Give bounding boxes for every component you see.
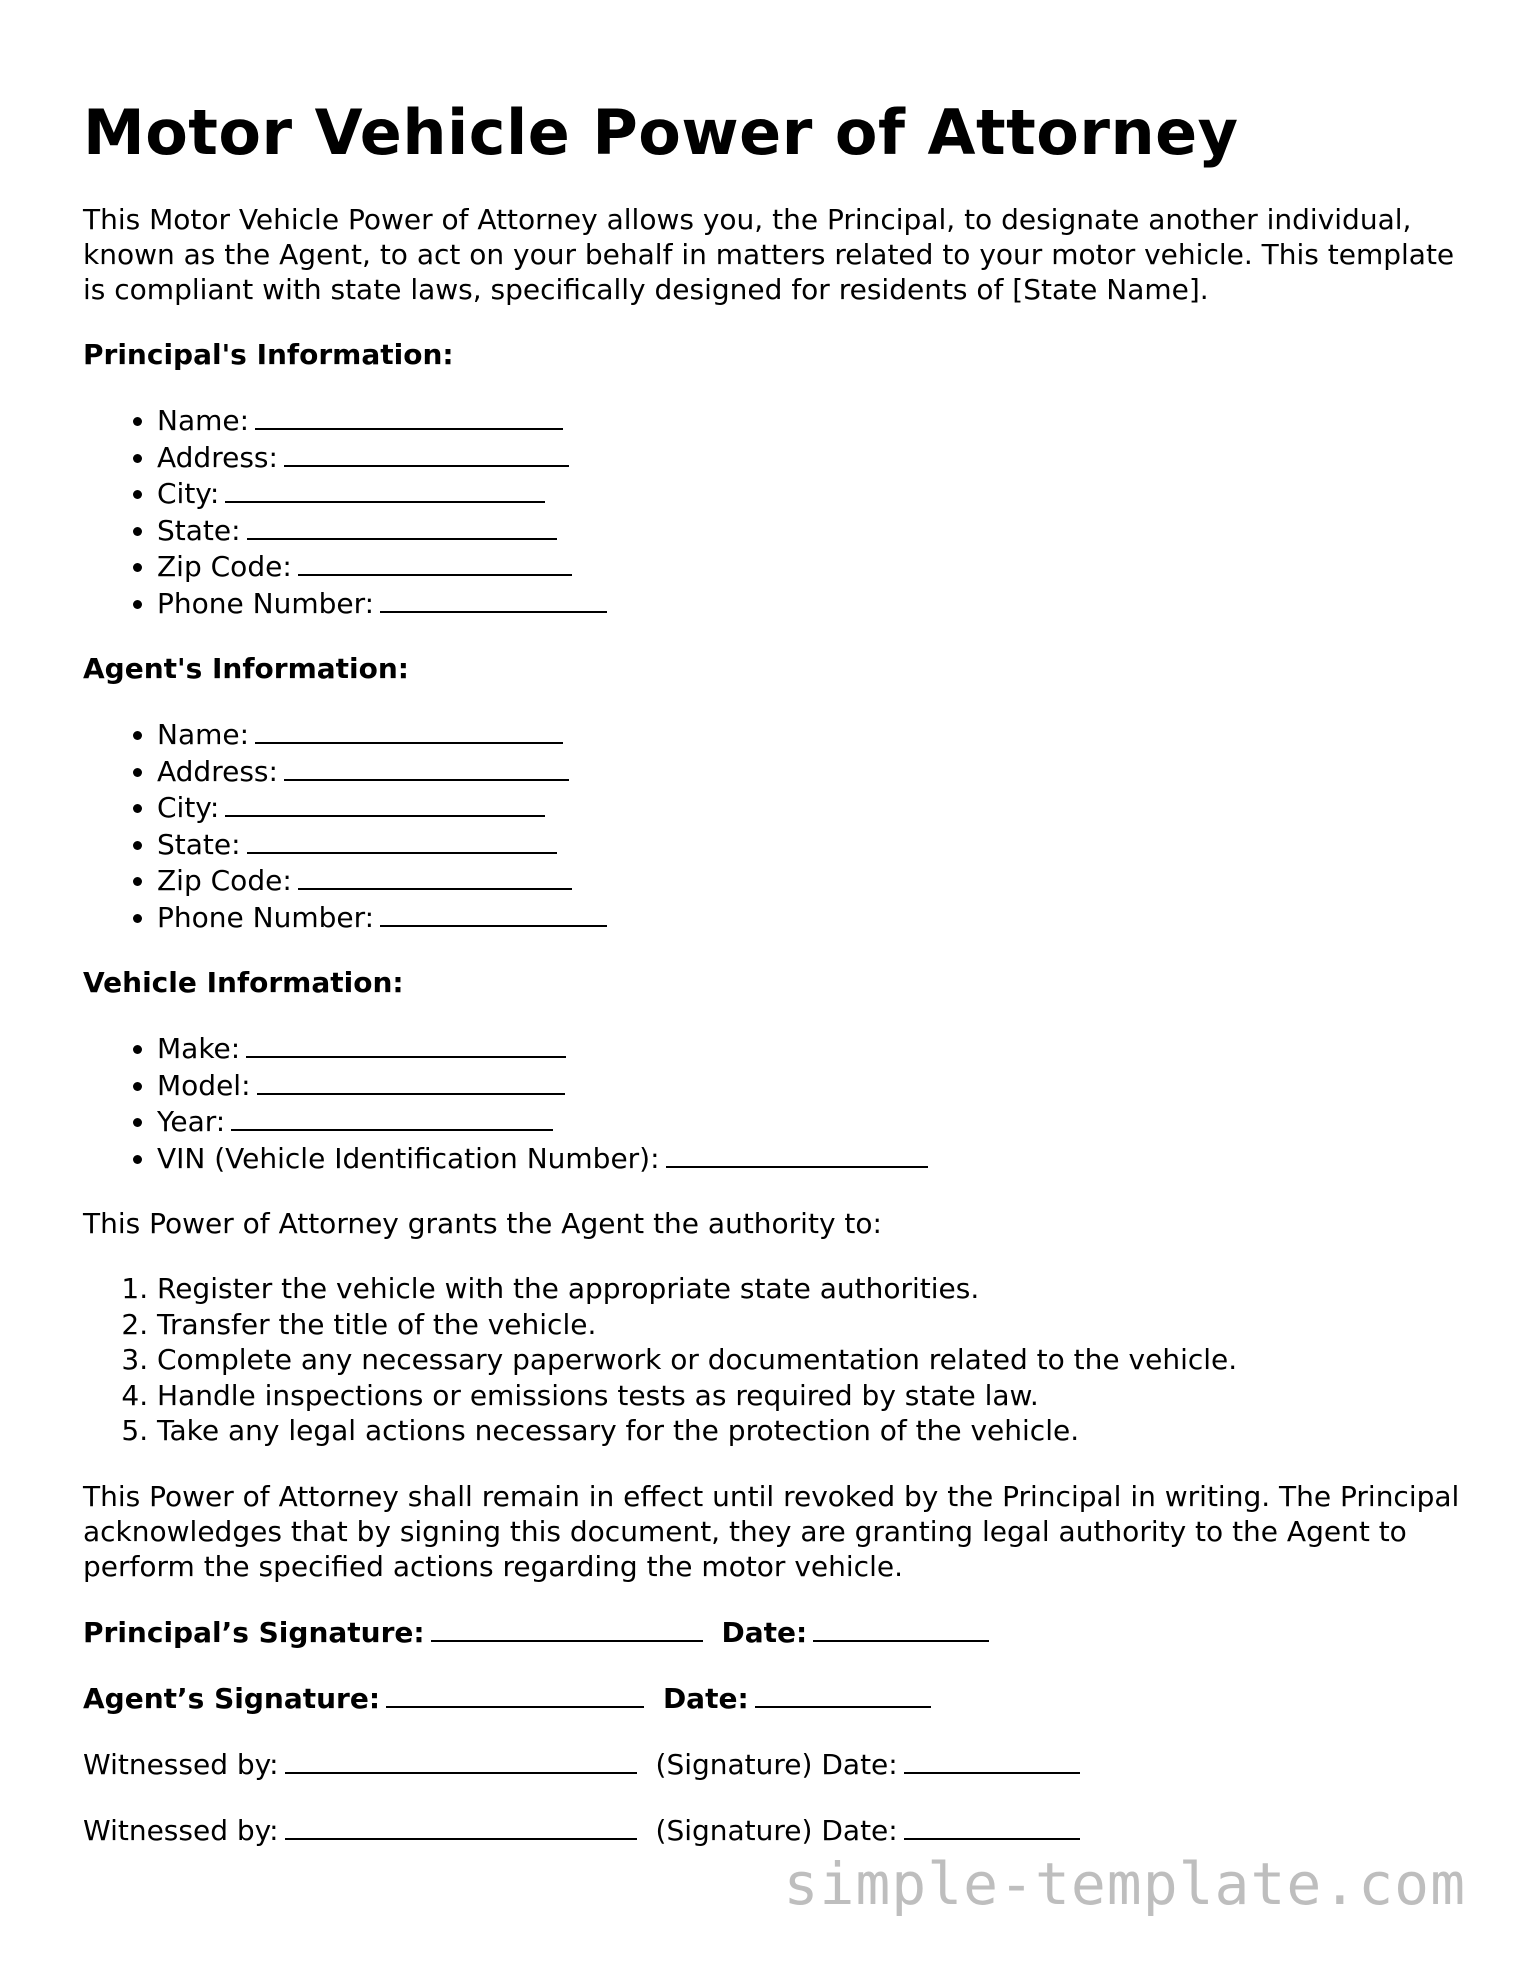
- blank-line[interactable]: [247, 826, 557, 854]
- authority-item: 4. Handle inspections or emissions tests as required by state law.: [157, 1378, 1463, 1414]
- principal-date-label: Date:: [721, 1615, 808, 1649]
- principal-name-field[interactable]: • Name:: [157, 402, 1463, 439]
- witness-sig-date-label: (Signature) Date:: [655, 1747, 898, 1781]
- intro-paragraph: This Motor Vehicle Power of Attorney allows you, the Principal, to designate another individual, known as the Agent, to act on your behalf in matters related to your motor vehicle. This template is compliant with state laws, specifically designed for residents of [State Name].: [83, 203, 1455, 307]
- page-title: Motor Vehicle Power of Attorney: [83, 96, 1239, 169]
- witness-label: Witnessed by:: [83, 1813, 279, 1847]
- witness-date-blank[interactable]: [904, 1812, 1080, 1840]
- vehicle-heading: Vehicle Information:: [83, 966, 404, 1000]
- principal-address-field[interactable]: • Address:: [157, 439, 1463, 476]
- principal-state-field[interactable]: • State:: [157, 512, 1463, 549]
- agent-zip-field[interactable]: • Zip Code:: [157, 862, 1463, 899]
- agent-fields: [83, 716, 1463, 935]
- vehicle-year-field[interactable]: • Year:: [157, 1103, 1463, 1140]
- blank-line[interactable]: [255, 402, 563, 430]
- blank-line[interactable]: [246, 1030, 566, 1058]
- authority-item: 2. Transfer the title of the vehicle.: [157, 1307, 1463, 1343]
- principal-signature-line: [83, 1614, 1463, 1650]
- blank-line[interactable]: [298, 548, 572, 576]
- witness-signature-blank[interactable]: [285, 1746, 637, 1774]
- vehicle-make-field[interactable]: • Make:: [157, 1030, 1463, 1067]
- blank-line[interactable]: [257, 1067, 565, 1095]
- watermark-text: simple-template.com: [783, 1850, 1466, 1918]
- agent-address-field[interactable]: • Address:: [157, 753, 1463, 790]
- authority-intro: This Power of Attorney grants the Agent the authority to:: [83, 1207, 882, 1241]
- blank-line[interactable]: [284, 753, 569, 781]
- effect-paragraph: This Power of Attorney shall remain in effect until revoked by the Principal in writing. The Principal acknowledges that by signing this document, they are granting legal authority to the Agent to perform the specified actions regarding the motor vehicle.: [83, 1479, 1460, 1583]
- authority-item: 5. Take any legal actions necessary for the protection of the vehicle.: [157, 1413, 1463, 1449]
- principal-city-field[interactable]: • City:: [157, 475, 1463, 512]
- principal-signature-label: Principal’s Signature:: [83, 1615, 425, 1649]
- blank-line[interactable]: [225, 475, 545, 503]
- agent-city-field[interactable]: • City:: [157, 789, 1463, 826]
- agent-signature-label: Agent’s Signature:: [83, 1681, 381, 1715]
- agent-signature-line: [83, 1680, 1463, 1716]
- blank-line[interactable]: [284, 439, 569, 467]
- witness-signature-blank[interactable]: [285, 1812, 637, 1840]
- authority-list: [83, 1271, 1463, 1449]
- blank-line[interactable]: [666, 1140, 928, 1168]
- agent-heading: Agent's Information:: [83, 652, 410, 686]
- blank-line[interactable]: [231, 1103, 553, 1131]
- authority-item: 3. Complete any necessary paperwork or documentation related to the vehicle.: [157, 1342, 1463, 1378]
- witness-label: Witnessed by:: [83, 1747, 279, 1781]
- blank-line[interactable]: [380, 899, 607, 927]
- principal-zip-field[interactable]: • Zip Code:: [157, 548, 1463, 585]
- blank-line[interactable]: [255, 716, 563, 744]
- vehicle-model-field[interactable]: • Model:: [157, 1067, 1463, 1104]
- document-page: [83, 96, 1463, 1878]
- principal-fields: [83, 402, 1463, 621]
- agent-date-blank[interactable]: [755, 1680, 931, 1708]
- agent-signature-blank[interactable]: [386, 1680, 644, 1708]
- witness-date-blank[interactable]: [904, 1746, 1080, 1774]
- agent-date-label: Date:: [662, 1681, 749, 1715]
- vehicle-vin-field[interactable]: • VIN (Vehicle Identification Number):: [157, 1140, 1463, 1177]
- blank-line[interactable]: [380, 585, 607, 613]
- blank-line[interactable]: [298, 862, 572, 890]
- principal-phone-field[interactable]: • Phone Number:: [157, 585, 1463, 622]
- principal-date-blank[interactable]: [813, 1614, 989, 1642]
- witness-line-2: [83, 1812, 1463, 1848]
- vehicle-fields: [83, 1030, 1463, 1176]
- blank-line[interactable]: [225, 789, 545, 817]
- blank-line[interactable]: [247, 512, 557, 540]
- witness-sig-date-label: (Signature) Date:: [655, 1813, 898, 1847]
- agent-phone-field[interactable]: • Phone Number:: [157, 899, 1463, 936]
- agent-name-field[interactable]: • Name:: [157, 716, 1463, 753]
- authority-item: 1. Register the vehicle with the appropriate state authorities.: [157, 1271, 1463, 1307]
- principal-heading: Principal's Information:: [83, 338, 454, 372]
- witness-line-1: [83, 1746, 1463, 1782]
- agent-state-field[interactable]: • State:: [157, 826, 1463, 863]
- principal-signature-blank[interactable]: [431, 1614, 703, 1642]
